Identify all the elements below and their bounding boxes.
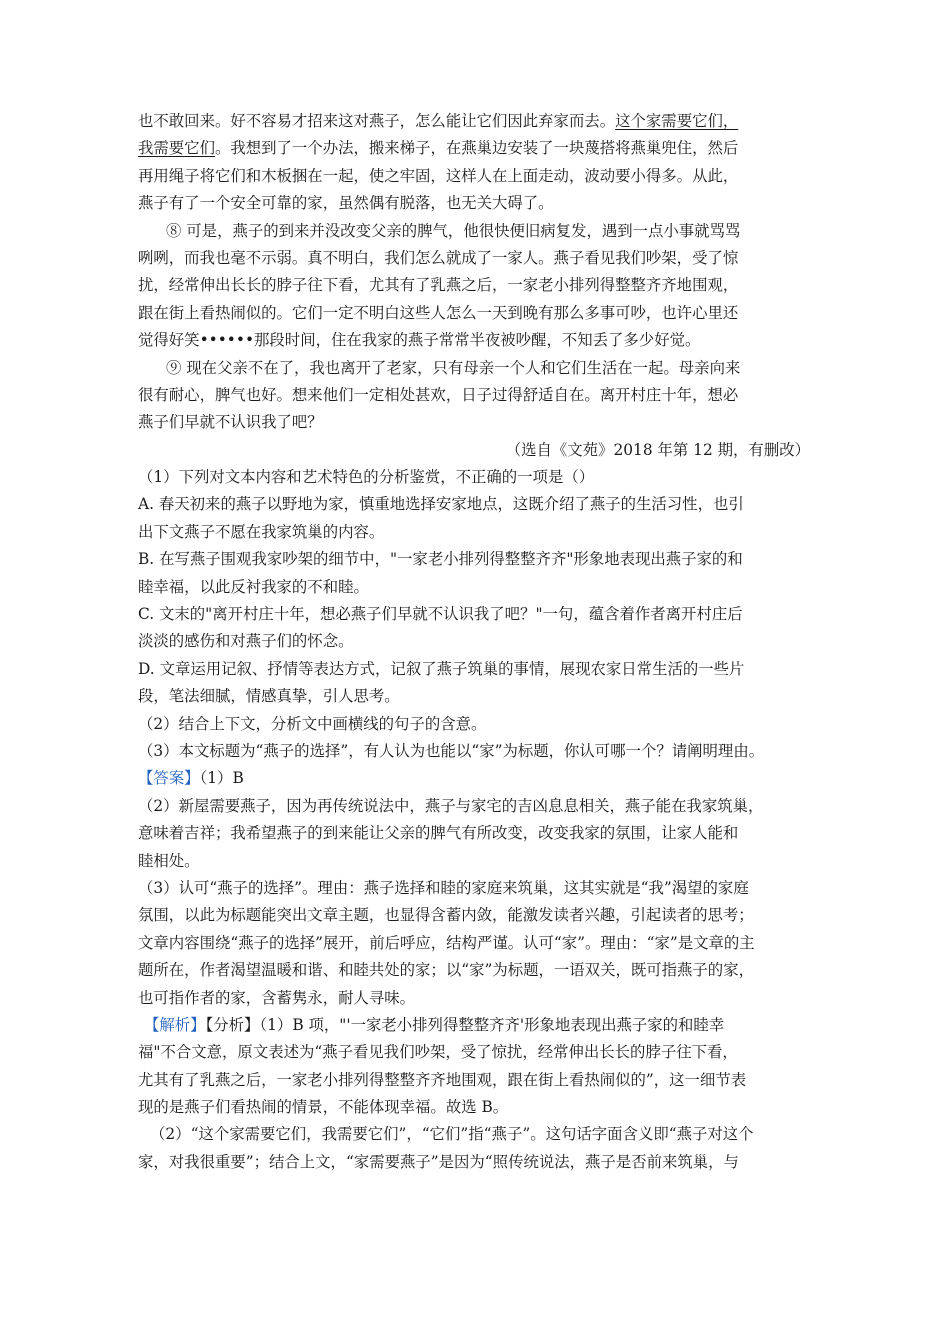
text-span: 。我想到了一个办法，搬来梯子，在燕巢边安装了一块蔑搭将燕巢兜住，然后 [214,139,739,158]
option-d-line-2: 段，笔法细腻，情感真挚，引人思考。 [138,687,400,706]
paragraph-8-line-3: 扰，经常伸出长长的脖子往下看，尤其有了乳燕之后，一家老小排列得整整齐齐地围观， [138,276,739,295]
answer-2-line-2: 意味着吉祥；我希望燕子的到来能让父亲的脾气有所改变，改变我家的氛围，让家人能和 [138,824,739,843]
underlined-sentence-part-2: 我需要它们 [138,139,215,158]
underlined-sentence-part-1: 这个家需要它们， [615,112,739,130]
analysis-line-2: 福"不合文意，原文表述为“燕子看见我们吵架，受了惊扰，经常伸出长长的脖子往下看， [138,1043,738,1062]
paragraph-9-line-2: 很有耐心，脾气也好。想来他们一定相处甚欢，日子过得舒适自在。离开村庄十年，想必 [138,385,739,404]
option-a-line-2: 出下文燕子不愿在我家筑巢的内容。 [138,522,385,541]
answer-2-line-3: 睦相处。 [138,851,200,870]
option-b-line-1: B. 在写燕子围观我家吵架的细节中，"一家老小排列得整整齐齐"形象地表现出燕子家的和 [138,550,743,569]
question-1: （1）下列对文本内容和艺术特色的分析鉴赏，不正确的一项是（） [138,468,595,487]
answer-3-line-1: （3）认可“燕子的选择”。理由：燕子选择和睦的家庭来筑巢，这其实就是“我”渴望的家庭 [138,878,749,897]
paragraph-8-line-2: 咧咧，而我也毫不示弱。真不明白，我们怎么就成了一家人。燕子看见我们吵架，受了惊 [138,248,739,267]
source-citation: （选自《文苑》2018 年第 12 期，有删改） [505,440,810,459]
question-3: （3）本文标题为“燕子的选择”，有人认为也能以“家”为标题，你认可哪一个？请阐明理由。 [138,741,765,760]
paragraph-9-line-1: ⑨ 现在父亲不在了，我也离开了老家，只有母亲一个人和它们生活在一起。母亲向来 [166,358,741,377]
analysis-line-4: 现的是燕子们看热闹的情景，不能体现幸福。故选 B。 [138,1098,509,1117]
text-span: 也不敢回来。好不容易才招来这对燕子，怎么能让它们因此弃家而去。 [138,112,616,130]
answer-3-line-2: 氛围，以此为标题能突出文章主题，也显得含蓄内敛，能激发读者兴趣，引起读者的思考； [138,906,754,925]
answer-3-line-3: 文章内容围绕“燕子的选择”展开，前后呼应，结构严谨。认可“家”。理由：“家”是文章的主 [138,933,755,952]
analysis-tag: 【解析】 [144,1015,206,1034]
option-b-line-2: 睦幸福，以此反衬我家的不和睦。 [138,577,369,596]
paragraph-7-line-2 [138,135,820,162]
option-d-line-1: D. 文章运用记叙、抒情等表达方式，记叙了燕子筑巢的事情，展现农家日常生活的一些片 [138,659,745,678]
answer-2-line-1: （2）新屋需要燕子，因为再传统说法中，燕子与家宅的吉凶息息相关，燕子能在我家筑巢， [138,796,764,815]
answer-3-line-4: 题所在，作者渴望温暖和谐、和睦共处的家；以“家”为标题，一语双关，既可指燕子的家， [138,961,754,980]
paragraph-7-line-1 [138,108,820,135]
answer-3-line-5: 也可指作者的家，含蓄隽永，耐人寻味。 [138,988,416,1007]
option-c-line-2: 淡淡的感伤和对燕子们的怀念。 [138,632,354,651]
option-a-line-1: A. 春天初来的燕子以野地为家，慎重地选择安家地点，这既介绍了燕子的生活习性，也引 [138,495,744,514]
paragraph-8-line-5: 觉得好笑••••••那段时间，住在我家的燕子常常半夜被吵醒，不知丢了多少好觉。 [138,331,701,350]
question-2: （2）结合上下文，分析文中画横线的句子的含意。 [138,714,487,733]
document-body [138,108,820,1176]
analysis-line-5: （2）“这个家需要它们，我需要它们”，“它们”指“燕子”。这句话字面含义即“燕子对这个 [150,1125,754,1144]
analysis-text: 【分析】（1）B 项，"'一家老小排列得整整齐齐'形象地表现出燕子家的和睦幸 [205,1015,725,1034]
paragraph-9-line-3: 燕子们早就不认识我了吧？ [138,413,323,432]
analysis-line-1 [138,1012,820,1039]
answer-1: （1）B [199,769,244,788]
option-c-line-1: C. 文末的"离开村庄十年，想必燕子们早就不认识我了吧？"一句，蕴含着作者离开村庄后 [138,605,743,624]
paragraph-8-line-1: ⑧ 可是，燕子的到来并没改变父亲的脾气，他很快便旧病复发，遇到一点小事就骂骂 [166,221,741,240]
paragraph-8-line-4: 跟在街上看热闹似的。它们一定不明白这些人怎么一天到晚有那么多事可吵，也许心里还 [138,303,739,322]
answer-tag: 【答案】 [138,769,200,788]
paragraph-7-line-3: 再用绳子将它们和木板捆在一起，使之牢固，这样人在上面走动，波动要小得多。从此， [138,166,739,185]
paragraph-7-line-4: 燕子有了一个安全可靠的家，虽然偶有脱落，也无关大碍了。 [138,194,554,213]
analysis-line-3: 尤其有了乳燕之后，一家老小排列得整整齐齐地围观，跟在街上看热闹似的”，这一细节表 [138,1070,747,1089]
answer-line-1 [138,765,820,792]
analysis-line-6: 家，对我很重要”；结合上文，“家需要燕子”是因为“照传统说法，燕子是否前来筑巢，与 [138,1152,739,1171]
